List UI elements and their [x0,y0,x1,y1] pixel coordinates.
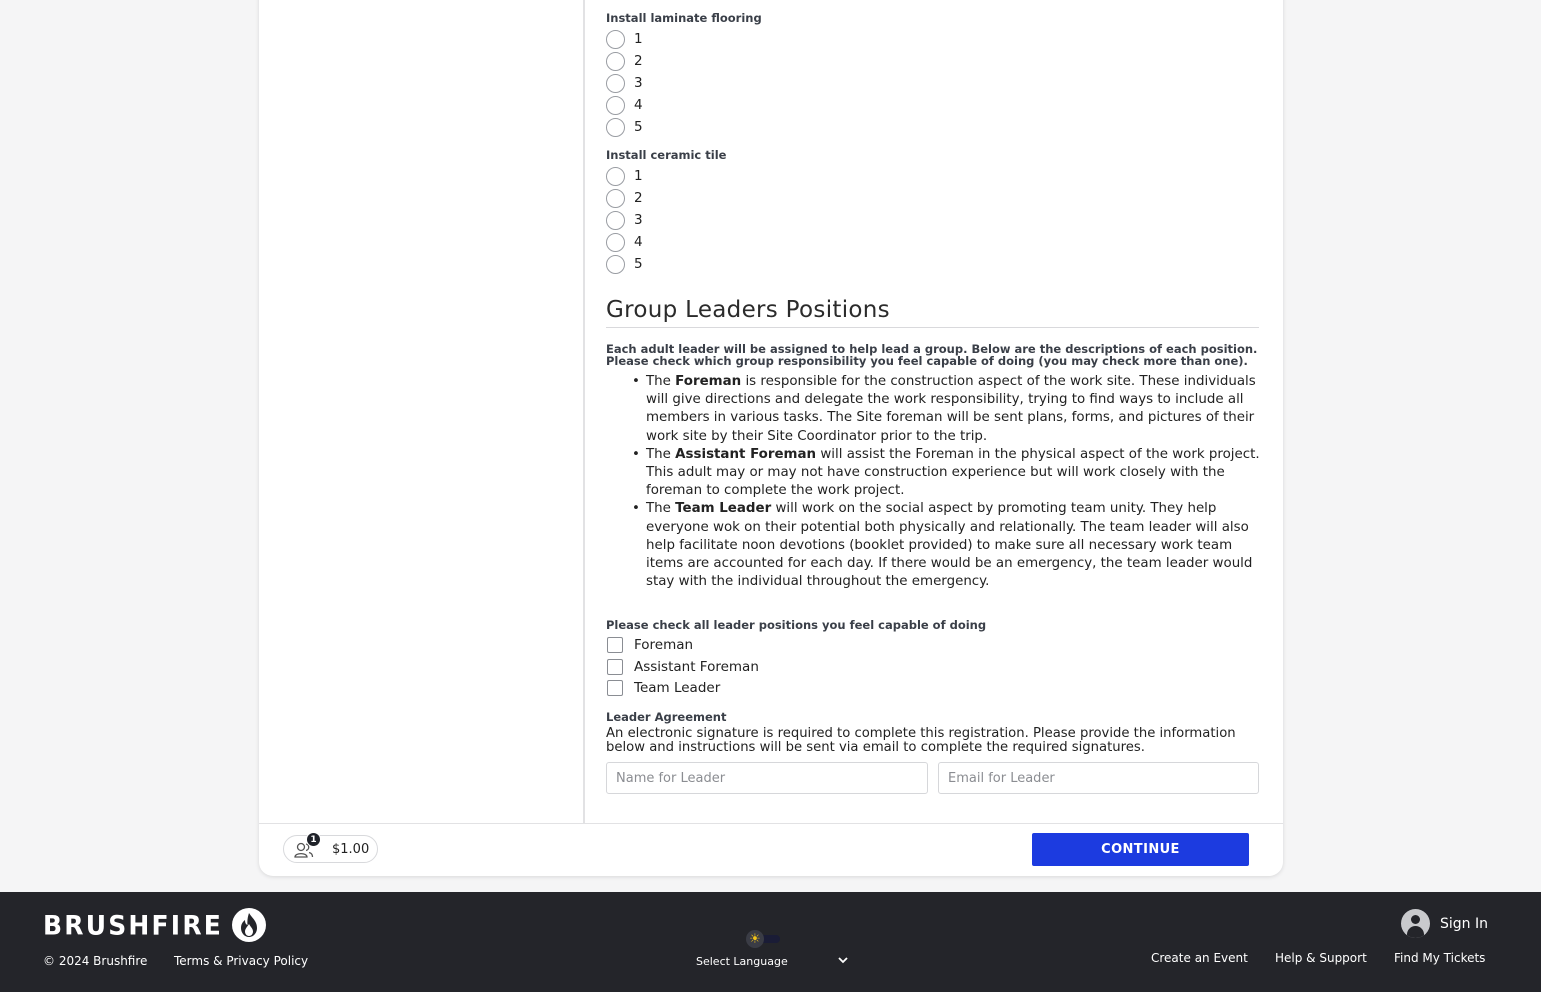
radio-label: 4 [634,97,643,113]
radio-button[interactable] [606,189,625,208]
checkbox[interactable] [607,637,623,653]
positions-label: Please check all leader positions you feel capable of doing [606,618,987,632]
radio-label: 1 [634,168,643,184]
radio-button[interactable] [606,211,625,230]
chevron-down-icon [838,956,848,967]
create-event-link[interactable]: Create an Event [1151,951,1248,965]
checkbox-option[interactable] [606,657,759,677]
radio-label: 2 [634,53,643,69]
radio-button[interactable] [606,255,625,274]
radio-option[interactable] [606,166,643,186]
sign-in-button[interactable] [1401,909,1488,938]
question-label-ceramic: Install ceramic tile [606,148,727,162]
radio-label: 3 [634,75,643,91]
text: The [646,501,676,517]
radio-option[interactable] [606,117,643,137]
position-descriptions [646,373,1260,591]
radio-label: 3 [634,212,643,228]
sign-in-label: Sign In [1440,915,1488,932]
question-label-laminate: Install laminate flooring [606,11,762,25]
radio-button[interactable] [606,52,625,71]
radio-option[interactable] [606,232,643,252]
radio-button[interactable] [606,167,625,186]
copyright: © 2024 Brushfire [43,954,148,968]
section-title: Group Leaders Positions [606,297,1259,328]
radio-button[interactable] [606,74,625,93]
radio-button[interactable] [606,30,625,49]
radio-label: 1 [634,31,643,47]
radio-button[interactable] [606,233,625,252]
checkbox-label: Team Leader [634,680,721,696]
position-description [646,500,1260,591]
card-footer-divider [259,823,1283,824]
text: The [646,374,676,389]
leader-email-input[interactable] [938,762,1259,794]
text: will work on the social aspect by promoting team unity. They help everyone wok on their potential both physically and relationally. The team leader will also help facilitate noon devotions (booklet provided) to make sure all necessary work team items are accounted for each day. If there would be an emergency, the team leader would stay with the individual throughout the emergency. [646,501,1253,590]
checkbox-option[interactable] [606,678,720,698]
find-tickets-link[interactable]: Find My Tickets [1394,951,1486,965]
radio-option[interactable] [606,188,643,208]
section-intro [606,343,1259,367]
radio-option[interactable] [606,51,643,71]
language-label: Select Language [696,955,788,968]
checkbox-label: Foreman [634,637,694,653]
position-name: Foreman [675,374,742,389]
leader-name-input[interactable] [606,762,928,794]
agreement-label: Leader Agreement [606,710,727,724]
position-description [646,446,1260,501]
radio-option[interactable] [606,73,643,93]
radio-option[interactable] [606,210,643,230]
position-name: Team Leader [675,501,772,517]
radio-label: 5 [634,256,643,272]
agreement-text: An electronic signature is required to complete this registration. Please provide the information below and instructions will be sent via email to complete the required signatures. [606,726,1236,756]
radio-label: 4 [634,234,643,250]
brand-logo-link[interactable] [43,908,266,942]
brand-name: BRUSHFIRE [43,909,224,941]
continue-button[interactable]: CONTINUE [1032,833,1249,866]
cart-count-badge: 1 [306,832,321,847]
site-footer [0,892,1541,992]
terms-link[interactable]: Terms & Privacy Policy [174,954,309,968]
radio-option[interactable] [606,95,643,115]
flame-icon [232,908,266,942]
intro-line: Please check which group responsibility you feel capable of doing (you may check more than one). [606,354,1248,368]
text: The [646,446,676,462]
radio-label: 2 [634,190,643,206]
text: will assist the Foreman in the physical aspect of the work project. This adult may or may not have construction experience but will work closely with the foreman to complete the work project. [646,446,1260,499]
checkbox-label: Assistant Foreman [634,659,759,675]
user-avatar-icon [1401,909,1430,938]
sidebar-divider [583,0,585,823]
text: is responsible for the construction aspect of the work site. These individuals will give directions and delegate the work responsibility, trying to find ways to include all members in various tasks. The Site foreman will be sent plans, forms, and pictures of their work site by their Site Coordinator prior to the trip. [646,374,1256,444]
intro-line: Each adult leader will be assigned to help lead a group. Below are the descriptions of each position. [606,342,1258,356]
checkbox[interactable] [607,659,623,675]
sun-icon: ☀ [746,930,764,948]
radio-label: 5 [634,119,643,135]
checkbox[interactable] [607,680,623,696]
cart-total: $1.00 [332,842,370,857]
checkbox-option[interactable] [606,635,693,655]
help-support-link[interactable]: Help & Support [1275,951,1367,965]
cart-summary[interactable] [283,835,378,863]
theme-toggle[interactable] [746,930,782,946]
language-select[interactable] [696,955,848,968]
radio-button[interactable] [606,96,625,115]
position-description [646,373,1260,446]
radio-button[interactable] [606,118,625,137]
radio-option[interactable] [606,254,643,274]
radio-option[interactable] [606,29,643,49]
position-name: Assistant Foreman [675,446,817,462]
